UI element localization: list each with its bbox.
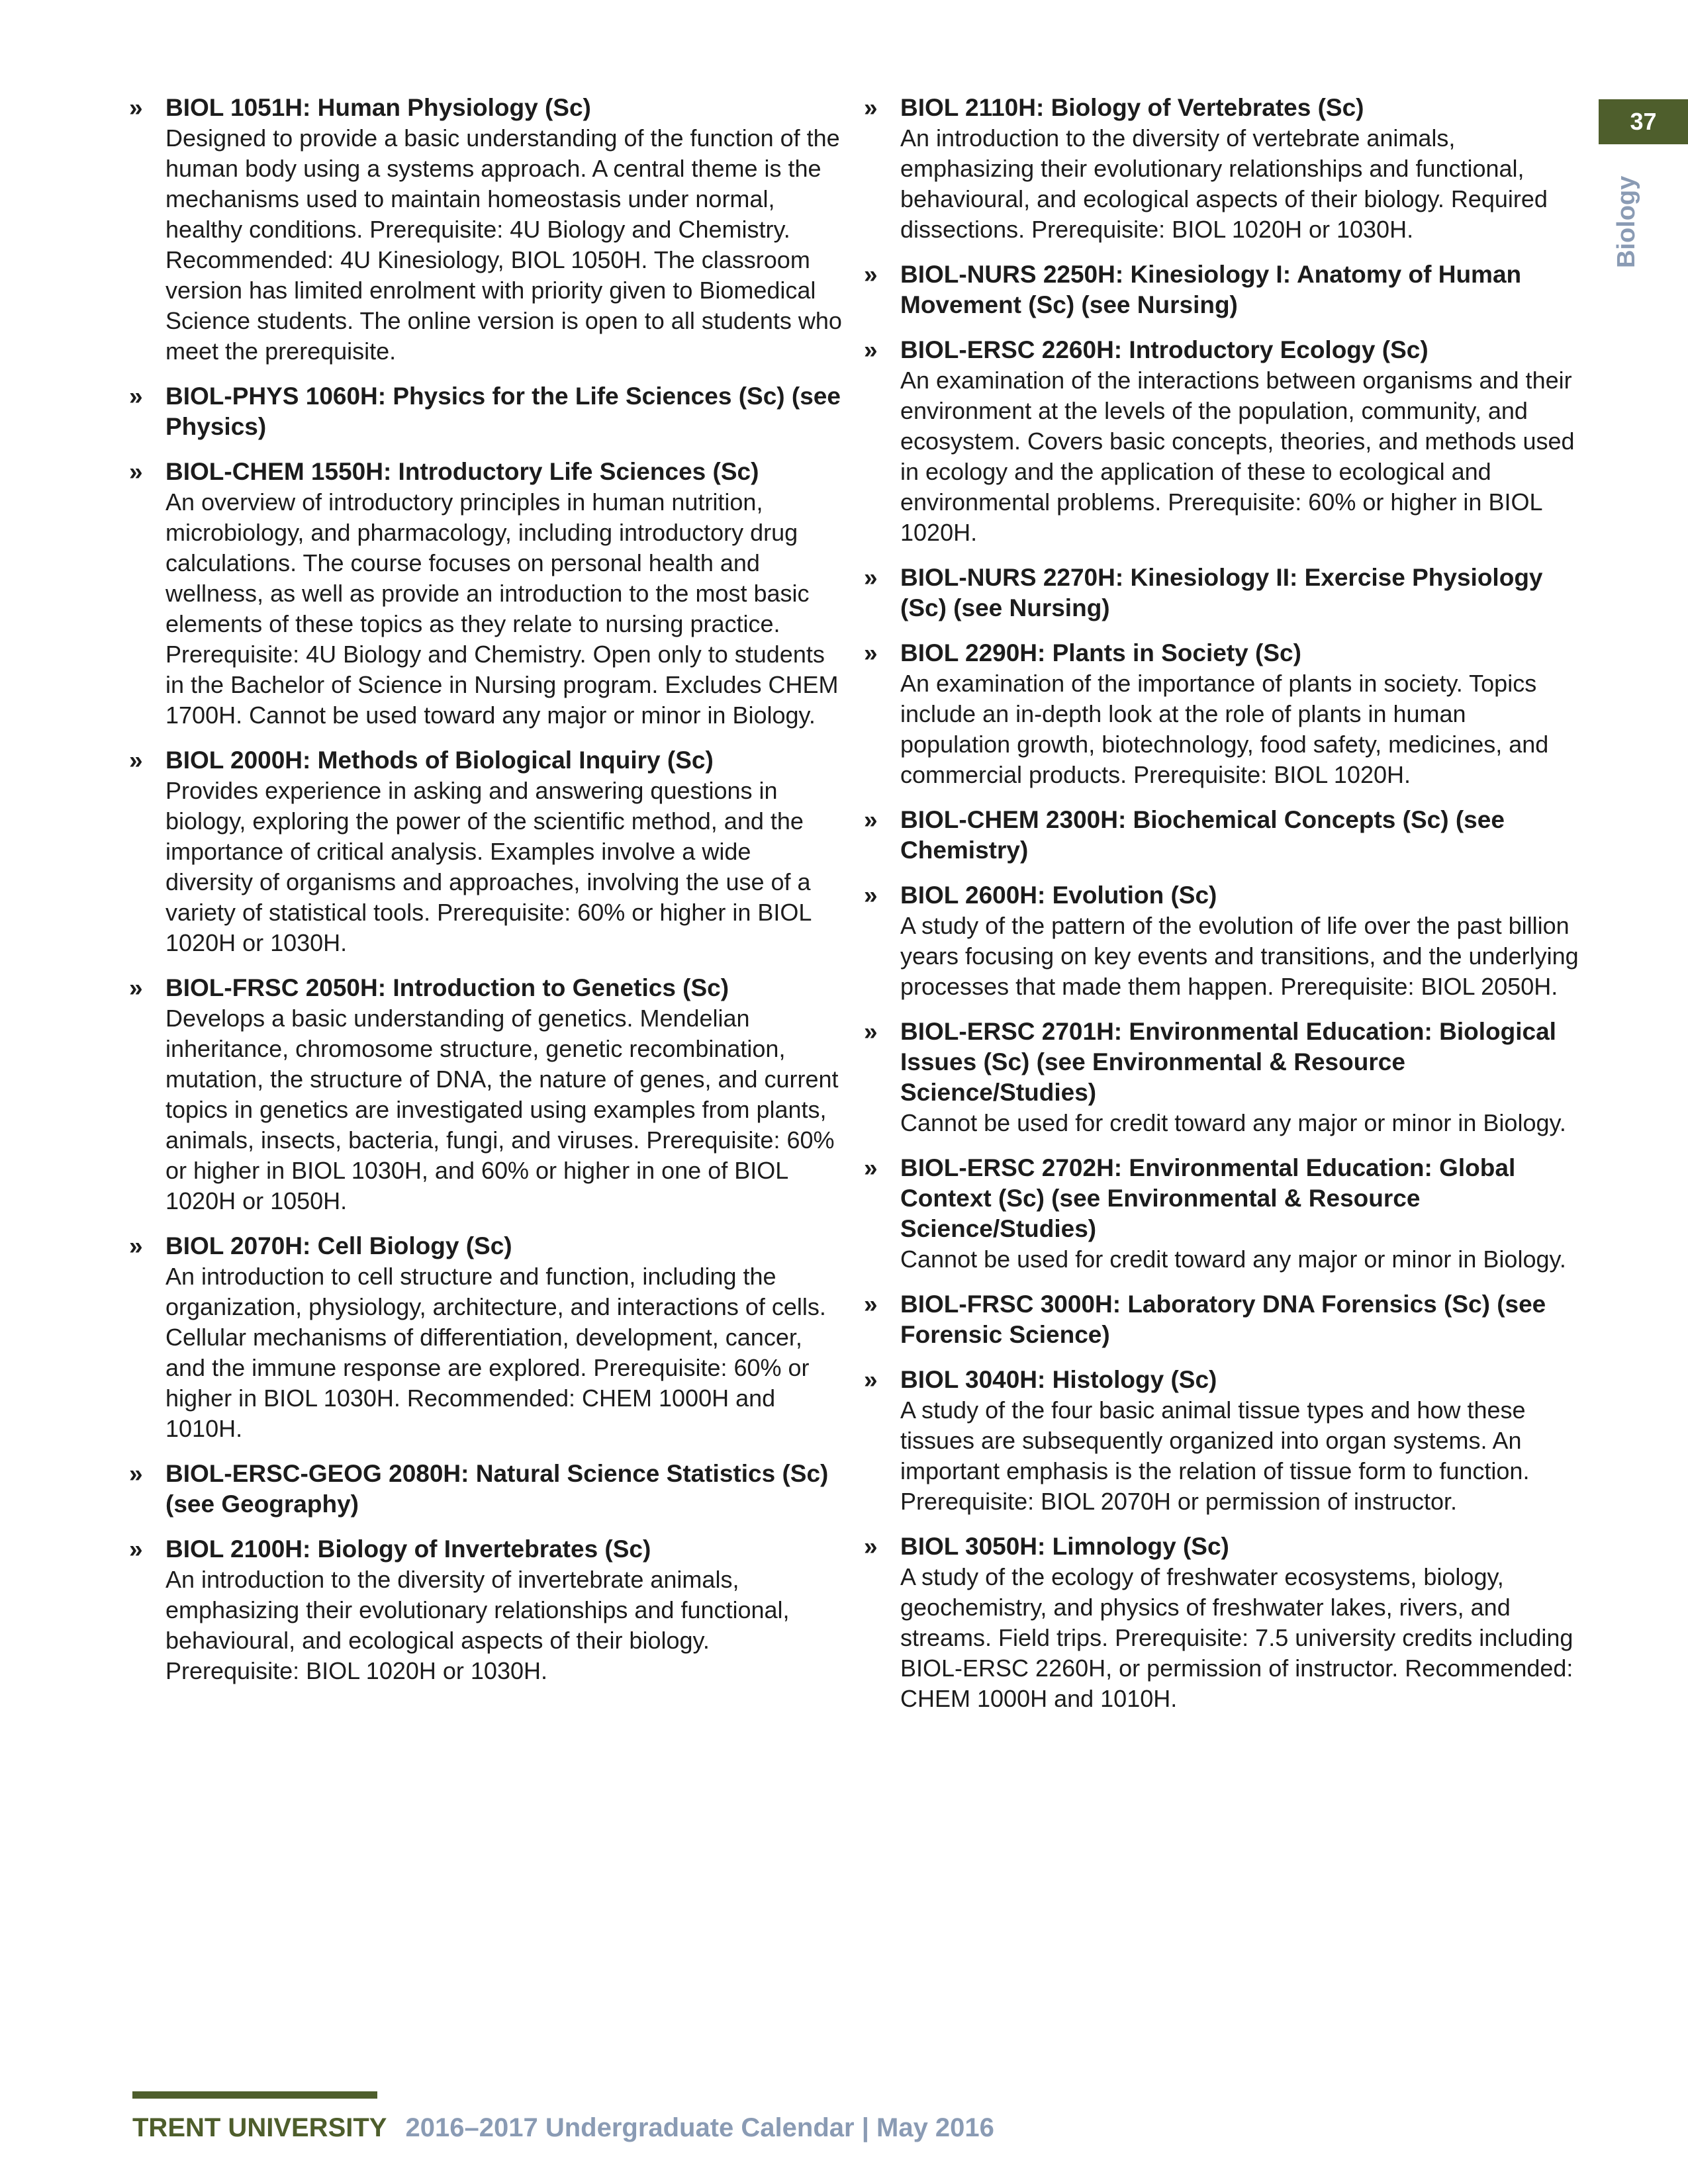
course-description: An examination of the importance of plants in society. Topics include an in-depth look at the role of plants in human population growth, biotechnology, food safety, medicines, and commercial products. Prerequisite: BIOL 1020H. [900, 670, 1549, 788]
bullet-marker: » [864, 1366, 878, 1393]
bullet-marker: » [129, 1232, 143, 1259]
bullet-marker: » [864, 261, 878, 288]
course-title: BIOL-ERSC 2702H: Environmental Education: Global Context (Sc) (see Environmental & Resource Science/Studies) [900, 1154, 1516, 1242]
bullet-marker: » [864, 806, 878, 833]
course-description: An introduction to cell structure and function, including the organization, physiology, architecture, and interactions of cells. Cellular mechanisms of differentiation, development, cancer, and the immune response are explored. Prerequisite: 60% or higher in BIOL 1030H. Recommended: CHEM 1000H and 1010H. [165, 1263, 826, 1442]
course-entry [864, 1365, 1582, 1517]
course-title: BIOL 3040H: Histology (Sc) [900, 1366, 1217, 1393]
bullet-marker: » [129, 458, 143, 485]
course-title: BIOL 2290H: Plants in Society (Sc) [900, 639, 1301, 666]
course-title: BIOL-PHYS 1060H: Physics for the Life Sciences (Sc) (see Physics) [165, 383, 841, 440]
bullet-marker: » [129, 1535, 143, 1563]
course-entry [864, 1153, 1582, 1275]
course-description: An introduction to the diversity of invertebrate animals, emphasizing their evolutionary relationships and functional, behavioural, and ecological aspects of their biology. Prerequisite: BIOL 1020H or 1030H. [165, 1566, 790, 1684]
bullet-marker: » [864, 882, 878, 909]
footer-university: TRENT UNIVERSITY [132, 2113, 387, 2142]
course-entry [129, 1459, 844, 1520]
bullet-marker: » [864, 94, 878, 121]
course-title: BIOL-FRSC 3000H: Laboratory DNA Forensics (Sc) (see Forensic Science) [900, 1291, 1546, 1348]
course-entry [864, 259, 1582, 320]
course-title: BIOL-NURS 2270H: Kinesiology II: Exercise Physiology (Sc) (see Nursing) [900, 564, 1543, 621]
bullet-marker: » [864, 1533, 878, 1560]
course-description: Provides experience in asking and answering questions in biology, exploring the power of the scientific method, and the importance of critical analysis. Examples involve a wide diversity of organisms and approaches, involving the use of a variety of statistical tools. Prerequisite: 60% or higher in BIOL 1020H or 1030H. [165, 777, 812, 956]
course-entry [129, 973, 844, 1216]
bullet-marker: » [129, 94, 143, 121]
course-description: Designed to provide a basic understanding of the function of the human body using a systems approach. A central theme is the mechanisms used to maintain homeostasis under normal, healthy conditions. Prerequisite: 4U Biology and Chemistry. Recommended: 4U Kinesiology, BIOL 1050H. The classroom version has limited enrolment with priority given to Biomedical Science students. The online version is open to all students who meet the prerequisite. [165, 124, 842, 365]
course-entry [864, 1531, 1582, 1714]
course-entry [864, 805, 1582, 866]
bullet-marker: » [864, 639, 878, 666]
course-description: An examination of the interactions between organisms and their environment at the levels of the population, community, and ecosystem. Covers basic concepts, theories, and methods used in ecology and the application of these to ecological and environmental problems. Prerequisite: 60% or higher in BIOL 1020H. [900, 367, 1575, 546]
course-title: BIOL-CHEM 1550H: Introductory Life Sciences (Sc) [165, 458, 759, 485]
bullet-marker: » [129, 1460, 143, 1487]
course-title: BIOL-CHEM 2300H: Biochemical Concepts (Sc) (see Chemistry) [900, 806, 1505, 864]
bullet-marker: » [864, 564, 878, 591]
course-entry [864, 880, 1582, 1002]
course-description: An introduction to the diversity of vertebrate animals, emphasizing their evolutionary relationships and functional, behavioural, and ecological aspects of their biology. Required dissections. Prerequisite: BIOL 1020H or 1030H. [900, 124, 1548, 243]
course-title: BIOL 3050H: Limnology (Sc) [900, 1533, 1229, 1560]
course-title: BIOL 2070H: Cell Biology (Sc) [165, 1232, 512, 1259]
footer-calendar: 2016–2017 Undergraduate Calendar | May 2016 [405, 2113, 994, 2142]
course-description: An overview of introductory principles in human nutrition, microbiology, and pharmacology, including introductory drug calculations. The course focuses on personal health and wellness, as well as provide an introduction to the most basic elements of these topics as they relate to nursing practice. Prerequisite: 4U Biology and Chemistry. Open only to students in the Bachelor of Science in Nursing program. Excludes CHEM 1700H. Cannot be used toward any major or minor in Biology. [165, 488, 839, 729]
course-entry [129, 745, 844, 958]
course-title: BIOL 2000H: Methods of Biological Inquiry (Sc) [165, 747, 714, 774]
course-entry [129, 457, 844, 731]
course-entry [129, 1534, 844, 1686]
course-description: Develops a basic understanding of genetics. Mendelian inheritance, chromosome structure, genetic recombination, mutation, the structure of DNA, the nature of genes, and current topics in genetics are investigated using examples from plants, animals, insects, bacteria, fungi, and viruses. Prerequisite: 60% or higher in BIOL 1030H, and 60% or higher in one of BIOL 1020H or 1050H. [165, 1005, 839, 1214]
course-title: BIOL-NURS 2250H: Kinesiology I: Anatomy of Human Movement (Sc) (see Nursing) [900, 261, 1522, 318]
course-entry [864, 563, 1582, 623]
course-entry [129, 381, 844, 442]
bullet-marker: » [129, 383, 143, 410]
course-entry [864, 1017, 1582, 1138]
course-title: BIOL-ERSC 2260H: Introductory Ecology (Sc) [900, 336, 1429, 363]
course-entry [129, 93, 844, 367]
bullet-marker: » [129, 974, 143, 1001]
right-column [864, 93, 1582, 1729]
course-description: Cannot be used for credit toward any major or minor in Biology. [900, 1246, 1566, 1273]
course-title: BIOL-ERSC 2701H: Environmental Education: Biological Issues (Sc) (see Environmental & Resource Science/Studies) [900, 1018, 1556, 1106]
course-entry [864, 335, 1582, 548]
course-title: BIOL 1051H: Human Physiology (Sc) [165, 94, 591, 121]
course-title: BIOL-ERSC-GEOG 2080H: Natural Science Statistics (Sc) (see Geography) [165, 1460, 829, 1518]
course-title: BIOL 2110H: Biology of Vertebrates (Sc) [900, 94, 1364, 121]
course-entry [864, 638, 1582, 790]
course-description: A study of the four basic animal tissue types and how these tissues are subsequently organized into organ systems. An important emphasis is the relation of tissue form to function. Prerequisite: BIOL 2070H or permission of instructor. [900, 1396, 1530, 1515]
course-description: Cannot be used for credit toward any major or minor in Biology. [900, 1109, 1566, 1136]
bullet-marker: » [864, 1154, 878, 1181]
bullet-marker: » [129, 747, 143, 774]
course-description: A study of the ecology of freshwater ecosystems, biology, geochemistry, and physics of freshwater lakes, rivers, and streams. Field trips. Prerequisite: 7.5 university credits including BIOL-ERSC 2260H, or permission of instructor. Recommended: CHEM 1000H and 1010H. [900, 1563, 1573, 1712]
left-column [129, 93, 844, 1701]
bullet-marker: » [864, 1291, 878, 1318]
footer-rule [132, 2091, 377, 2099]
section-side-label: Biology [1613, 175, 1640, 268]
course-entry [864, 1289, 1582, 1350]
course-entry [129, 1231, 844, 1444]
course-description: A study of the pattern of the evolution of life over the past billion years focusing on key events and transitions, and the underlying processes that made them happen. Prerequisite: BIOL 2050H. [900, 912, 1579, 1000]
course-title: BIOL-FRSC 2050H: Introduction to Genetics (Sc) [165, 974, 729, 1001]
course-entry [864, 93, 1582, 245]
bullet-marker: » [864, 336, 878, 363]
footer [132, 2111, 994, 2144]
course-title: BIOL 2100H: Biology of Invertebrates (Sc) [165, 1535, 651, 1563]
course-title: BIOL 2600H: Evolution (Sc) [900, 882, 1217, 909]
bullet-marker: » [864, 1018, 878, 1045]
page-number-tab: 37 [1599, 99, 1688, 144]
